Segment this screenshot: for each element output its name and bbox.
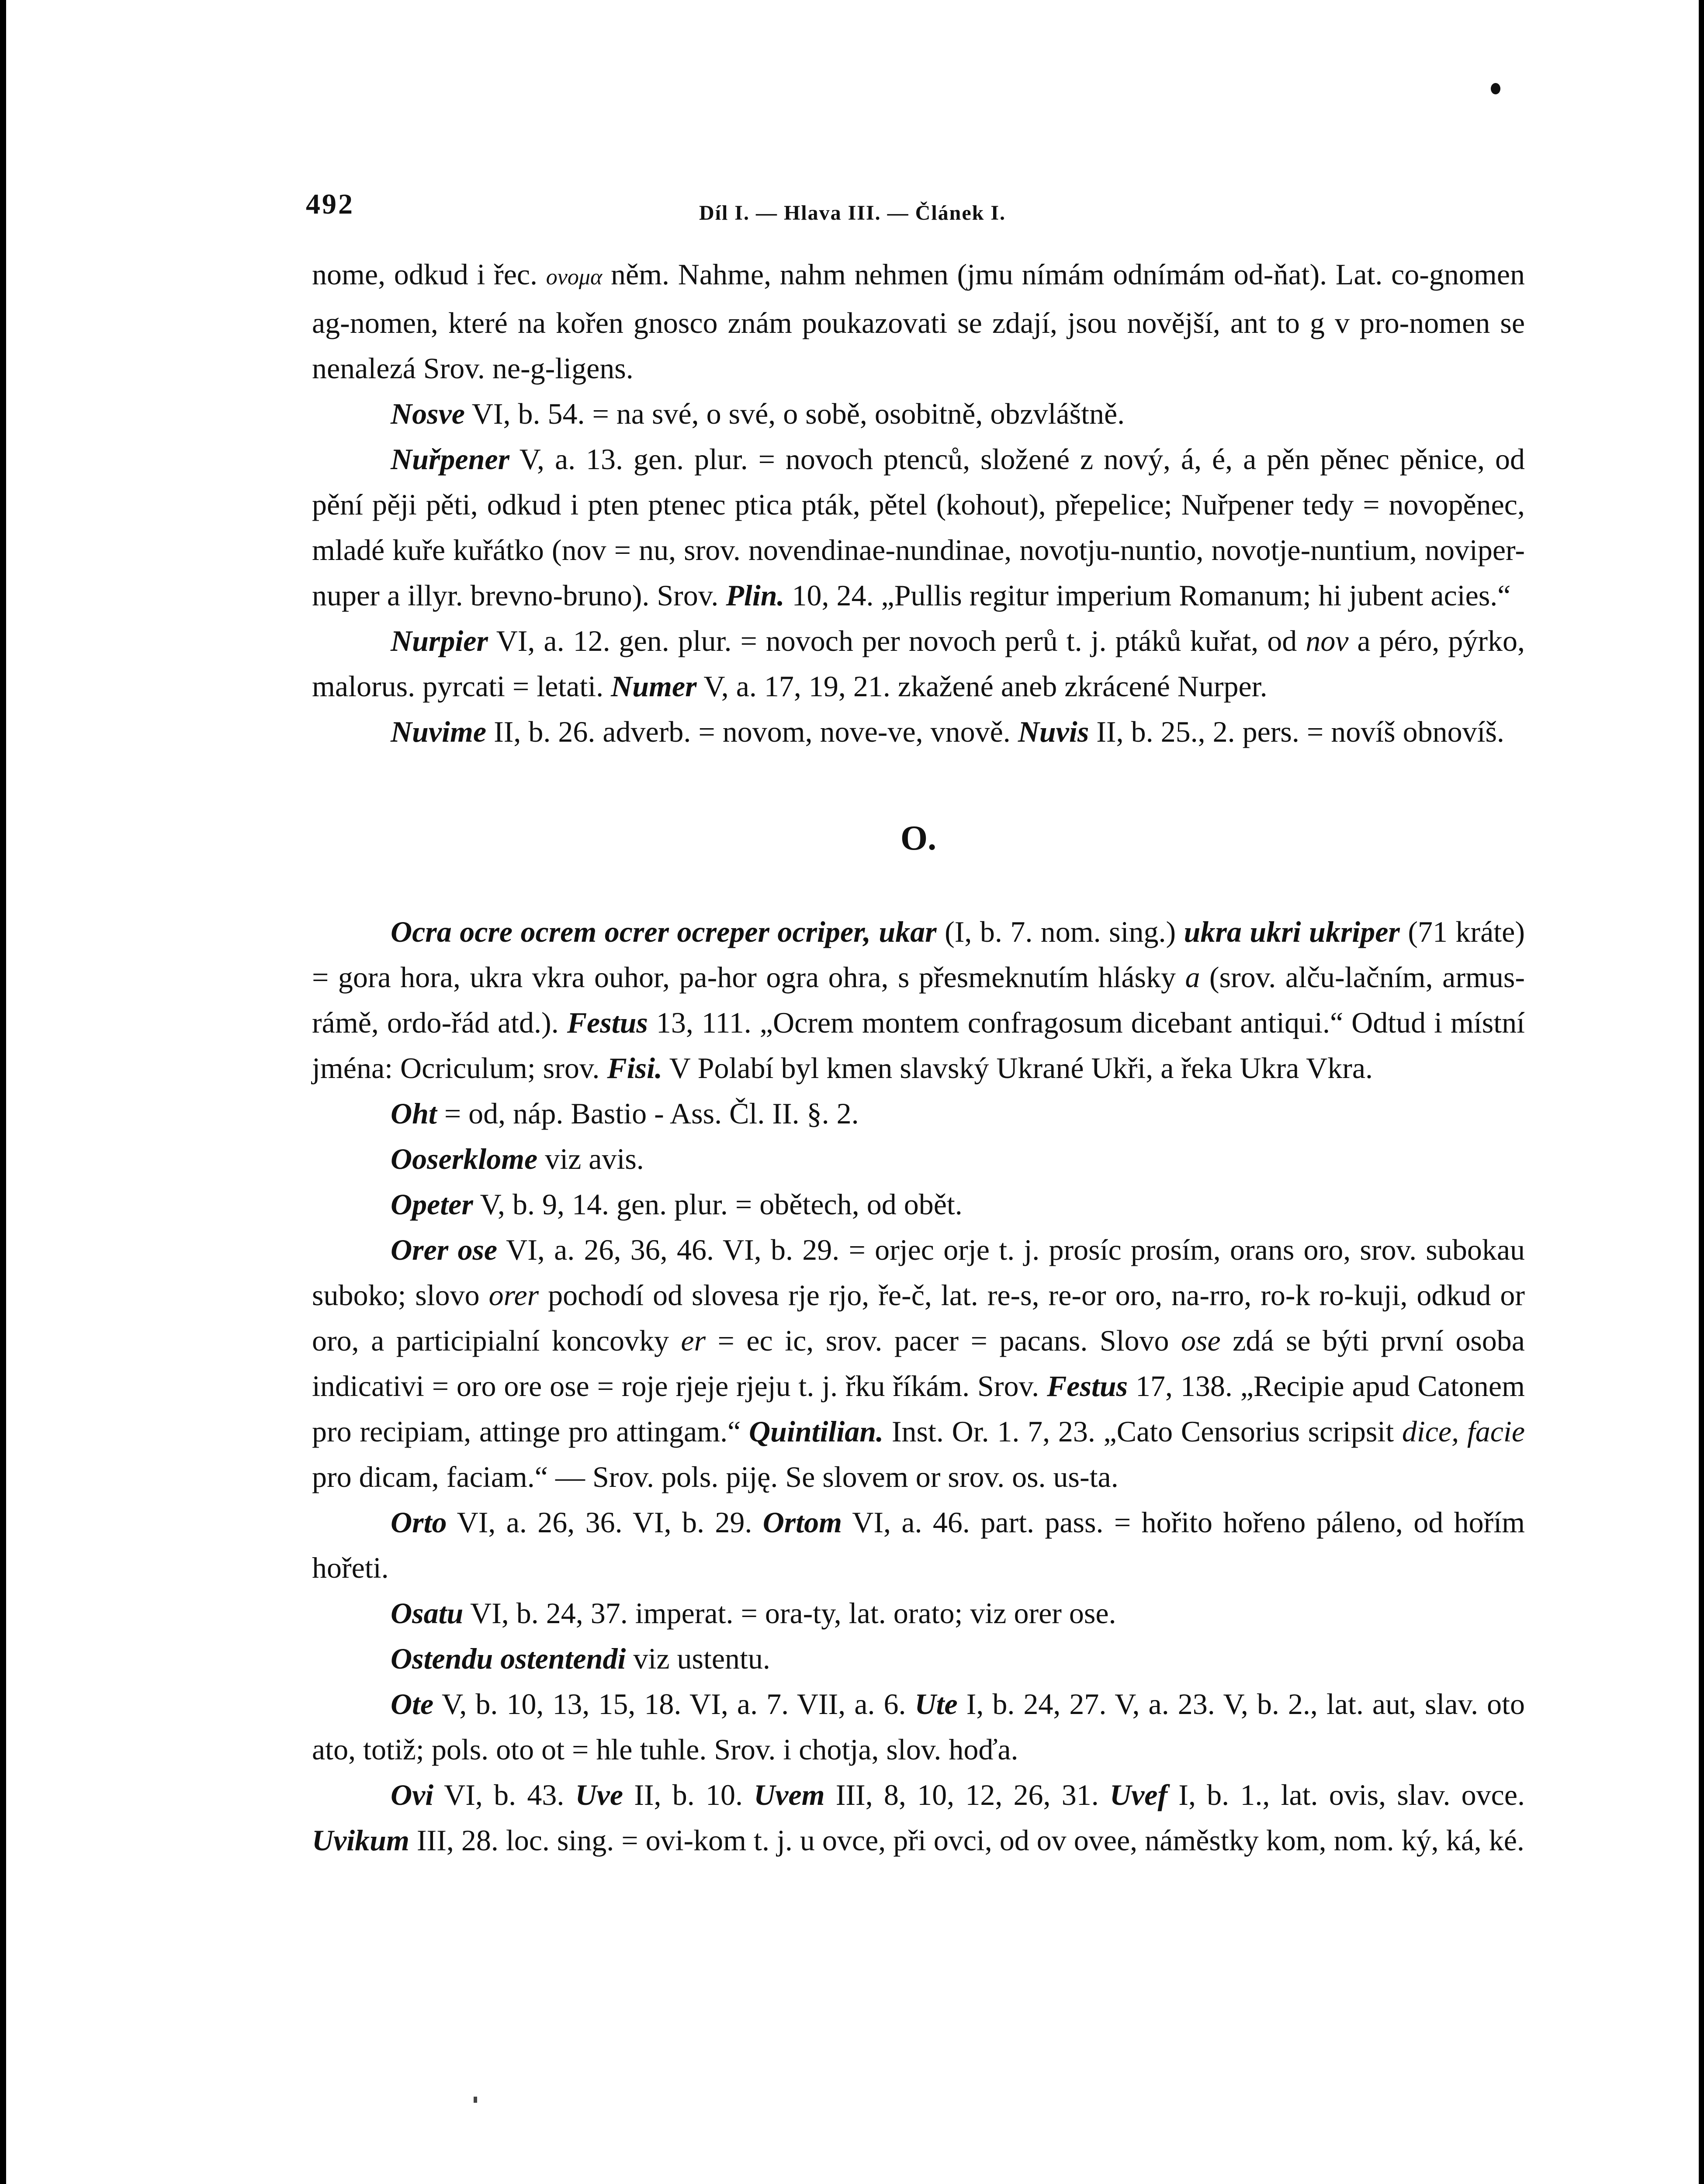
text-run: VI, a. 26, 36, 46. VI, b. 29. = orjec orje t. j. prosíc prosím, orans oro, srov. subokau suboko; slovo [312, 1233, 1525, 1312]
text-run: orer [488, 1279, 539, 1312]
text-run: II, b. 25., 2. pers. = novíš obnovíš. [1089, 715, 1504, 748]
text-run: V, b. 10, 13, 15, 18. VI, a. 7. VII, a. 6. [433, 1687, 915, 1721]
text-run: V Polabí byl kmen slavský Ukrané Ukři, a řeka Ukra Vkra. [662, 1051, 1373, 1085]
ink-spot [1491, 83, 1500, 94]
entry-paragraph [312, 709, 1525, 754]
text-run: VI, b. 43. [433, 1778, 575, 1811]
section-heading [312, 816, 1525, 861]
text-run: dice, facie [1402, 1415, 1525, 1448]
text-run: zdá se býti první osoba indicativi = oro ore ose = roje rjeje rjeju t. j. řku říkám. Srov. [312, 1324, 1525, 1403]
entry-paragraph [312, 618, 1525, 709]
headword: Nuvis [1018, 715, 1089, 748]
headword: Uvikum [312, 1824, 409, 1857]
entry-paragraph [312, 1681, 1525, 1772]
text-run: nome, odkud i řec. [312, 258, 546, 291]
text-run: (71 kráte) = gora hora, ukra vkra ouhor, pa-hor ogra ohra, s přesmeknutím hlásky [312, 915, 1525, 994]
headword: Ocra ocre ocrem ocrer ocreper ocriper, ukar [391, 915, 937, 948]
headword: Nuřpener [391, 442, 510, 476]
body-text [312, 252, 1525, 1863]
headword: Festus [1046, 1369, 1128, 1403]
text-run: III, 28. loc. sing. = ovi-kom t. j. u ovce, při ovci, od ov ovee, náměstky kom, nom. ký, ká, ké. [409, 1824, 1524, 1857]
text-run: I, b. 24, 27. V, a. 23. V, b. 2., lat. aut, slav. oto ato, totiž; pols. oto ot = hle tuhle. Srov. i chotja, slov. hoďa. [312, 1687, 1525, 1766]
text-run: VI, b. 24, 37. imperat. = ora-ty, lat. orato; viz orer ose. [463, 1597, 1116, 1630]
entry-paragraph [312, 1182, 1525, 1227]
text-run: O. [900, 819, 937, 857]
headword: Uvef [1109, 1778, 1168, 1811]
text-run: viz ustentu. [626, 1642, 770, 1675]
entry-paragraph [312, 1136, 1525, 1182]
text-run: I, b. 1., lat. ovis, slav. ovce. [1167, 1778, 1525, 1811]
headword: Uve [575, 1778, 623, 1811]
headword: Opeter [391, 1188, 473, 1221]
text-run: II, b. 26. adverb. = novom, nove-ve, vnově. [486, 715, 1018, 748]
headword: Festus [567, 1006, 648, 1039]
entry-paragraph [312, 1636, 1525, 1681]
headword: Osatu [391, 1597, 464, 1630]
entry-paragraph [312, 436, 1525, 618]
text-run: nov [1306, 624, 1349, 657]
text-run: = od, náp. Bastio - Ass. Čl. II. §. 2. [436, 1097, 859, 1130]
headword: ukra ukri ukriper [1184, 915, 1400, 948]
headword: Numer [611, 670, 697, 703]
running-title: Díl I. — Hlava III. — Článek I. [699, 201, 1006, 225]
text-run: V, a. 17, 19, 21. zkažené aneb zkrácené Nurper. [696, 670, 1268, 703]
entry-paragraph [312, 1091, 1525, 1136]
headword: Orer ose [391, 1233, 498, 1266]
text-run: (I, b. 7. nom. sing.) [936, 915, 1184, 948]
headword: Quintilian. [749, 1415, 884, 1448]
headword: Ute [914, 1687, 958, 1721]
greek-word: ονομα [546, 265, 603, 290]
text-run: 13, 111. „Ocrem montem confragosum dicebant antiqui.“ Odtud i místní jména: Ocriculum; srov. [312, 1006, 1525, 1085]
stray-mark [474, 2097, 477, 2103]
headword: Ovi [391, 1778, 434, 1811]
text-run: VI, a. 12. gen. plur. = novoch per novoch perů t. j. ptáků kuřat, od [488, 624, 1306, 657]
headword: Oht [391, 1097, 437, 1130]
entry-paragraph [312, 1590, 1525, 1636]
headword: Orto [391, 1506, 447, 1539]
headword: Uvem [754, 1778, 825, 1811]
entry-paragraph [312, 252, 1525, 391]
text-run: pochodí od slovesa rje rjo, ře-č, lat. re-s, re-or oro, na-rro, ro-k ro-kuji, odkud or oro, a participialní koncovky [312, 1279, 1525, 1357]
text-run: něm. Nahme, nahm nehmen (jmu nímám odnímám od-ňat). Lat. co-gnomen ag-nomen, které na kořen gnosco znám poukazovati se zdají, jsou novější, ant to g v pro-nomen se nenalezá Srov. ne-g-ligens. [312, 258, 1525, 385]
text-run: er [681, 1324, 706, 1357]
page-number: 492 [306, 188, 354, 220]
text-run: a péro, pýrko, malorus. pyrcati = letati. [312, 624, 1525, 703]
text-run: viz avis. [537, 1142, 644, 1175]
text-run: III, 8, 10, 12, 26, 31. [824, 1778, 1110, 1811]
headword: Nosve [391, 397, 465, 430]
text-run: VI, b. 54. = na své, o své, o sobě, osobitně, obzvláštně. [464, 397, 1125, 430]
text-run: ose [1181, 1324, 1221, 1357]
entry-paragraph [312, 909, 1525, 1091]
text-run: VI, a. 46. part. pass. = hořito hořeno páleno, od hořím hořeti. [312, 1506, 1525, 1584]
headword: Ostendu ostentendi [391, 1642, 626, 1675]
text-run: pro dicam, faciam.“ — Srov. pols. piję. Se slovem or srov. os. us-ta. [312, 1460, 1119, 1493]
text-run: a [1185, 961, 1200, 994]
text-run: 17, 138. „Recipie apud Catonem pro recipiam, attinge pro attingam.“ [312, 1369, 1525, 1448]
text-run: (srov. alču-lačním, armus-rámě, ordo-řád atd.). [312, 961, 1525, 1039]
headword: Ooserklome [391, 1142, 538, 1175]
entry-paragraph [312, 1227, 1525, 1500]
entry-paragraph [312, 1500, 1525, 1590]
text-run: II, b. 10. [623, 1778, 754, 1811]
entry-paragraph [312, 391, 1525, 436]
headword: Nurpier [391, 624, 488, 657]
text-run: = ec ic, srov. pacer = pacans. Slovo [706, 1324, 1181, 1357]
headword: Plin. [726, 579, 785, 612]
headword: Fisi. [607, 1051, 663, 1085]
text-run: VI, a. 26, 36. VI, b. 29. [447, 1506, 763, 1539]
entry-paragraph [312, 1772, 1525, 1863]
headword: Nuvime [391, 715, 487, 748]
text-run: V, b. 9, 14. gen. plur. = obětech, od obět. [473, 1188, 963, 1221]
text-run: V, a. 13. gen. plur. = novoch ptenců, složené z nový, á, é, a pěn pěnec pěnice, od pění pěji pěti, odkud i pten ptenec ptica pták, pětel (kohout), přepelice; Nuřpener tedy = novopěnec, mladé kuře kuřátko (nov = nu, srov. novendinae-nundinae, novotju-nuntio, novotje-nuntium, noviper-nuper a illyr. brevno-bruno). Srov. [312, 442, 1525, 612]
text-run: Inst. Or. 1. 7, 23. „Cato Censorius scripsit [883, 1415, 1402, 1448]
text-run: 10, 24. „Pullis regitur imperium Romanum; hi jubent acies.“ [784, 579, 1511, 612]
headword: Ote [391, 1687, 434, 1721]
headword: Ortom [762, 1506, 842, 1539]
book-page [6, 0, 1699, 2184]
